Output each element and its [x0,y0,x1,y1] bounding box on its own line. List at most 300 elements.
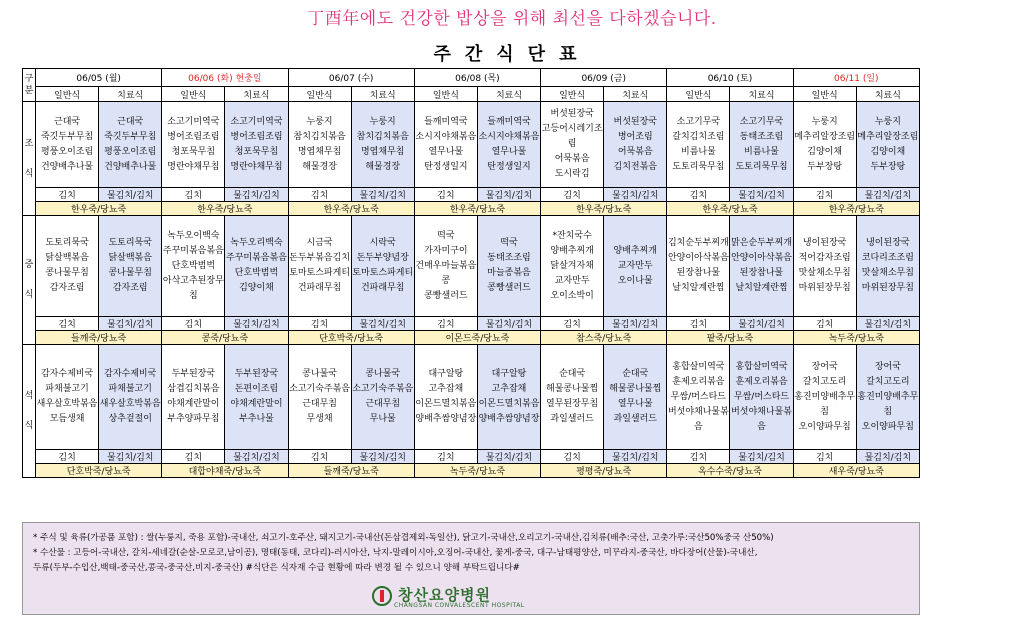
day-header: 06/06 (화) 현충일 [162,69,288,87]
day-header: 06/09 (금) [541,69,667,87]
diet-menu-cell [477,345,540,450]
dish-name: 파채불고기 [108,384,152,394]
kimchi-regular: 김치 [36,188,99,202]
diet-menu-cell [604,102,667,188]
kimchi-diet: 물김치/김치 [604,317,667,331]
dish-name: 양배추찌개 [550,245,594,256]
regular-menu-cell [414,345,477,450]
dish-name: 해물경장 [302,161,337,172]
dish-name: 닭살백볶음 [45,253,89,263]
dish-name: 두부된장국 [234,369,279,379]
dish-name: 들깨미역국 [424,116,468,127]
dish-name: 훈제오리볶음 [672,376,725,387]
dish-name: 홍합살미역국 [672,361,725,372]
diet-menu-cell [225,345,288,450]
dish-name: 병어조림 [617,131,653,142]
dish-name: 메추리알장조림 [794,131,856,142]
dish-name: 콩 [441,275,451,286]
hospital-logo [372,584,532,614]
kimchi-diet: 물김치/김치 [477,450,540,464]
dish-name: 돈두부양념장 [356,253,409,263]
dish-name: 명엽채무침 [297,146,342,157]
dish-name: 김치전볶음 [613,161,657,172]
porridge-cell: 한우죽/당뇨죽 [667,202,793,216]
dish-name: 대구알탕 [428,369,464,379]
dish-name: 냉이된장국 [802,238,847,248]
porridge-cell: 한우죽/당뇨죽 [541,202,667,216]
kimchi-regular: 김치 [414,317,477,331]
porridge-cell: 들깨죽/당뇨죽 [288,464,414,478]
kimchi-regular: 김치 [162,450,225,464]
diet-menu-cell [730,345,793,450]
regular-menu-cell [541,345,604,450]
porridge-cell: 한우죽/당뇨죽 [288,202,414,216]
kimchi-regular: 김치 [793,450,856,464]
dish-name: 소고기숙주볶음 [289,384,351,394]
kimchi-regular: 김치 [667,317,730,331]
dish-name: 평풍오이조림 [40,146,94,157]
porridge-cell: 한우죽/당뇨죽 [793,202,919,216]
page-title: 주간식단표 [433,44,591,65]
hospital-name-english: CHANGSAN CONVALESCENT HOSPITAL [394,602,525,609]
dish-name: 주꾸미볶음볶음 [162,245,224,256]
regular-type-label: 일반식 [541,87,604,102]
dish-name: 콩빵샐러드 [487,283,531,293]
porridge-row [23,464,920,478]
dish-name: 청포묵무침 [171,146,216,157]
dish-name: 동태조조림 [487,253,531,263]
dish-name: 누룽지 [369,116,396,127]
dish-name: 고추잡채 [428,384,464,394]
diet-menu-cell [225,216,288,317]
dish-name: 평풍오이조림 [104,146,157,157]
porridge-cell: 참스죽/당뇨죽 [541,331,667,345]
dish-name: 도시락김 [554,169,590,179]
dish-name: 장어국 [811,361,838,372]
dish-name: 순대국 [559,369,586,379]
diet-menu-cell [99,345,162,450]
dish-name: 두부된장국 [171,369,216,379]
diet-type-label: 치료식 [225,87,288,102]
kimchi-regular: 김치 [667,450,730,464]
dish-name: 무나물 [369,414,396,424]
dish-name: 도토리묵국 [108,238,152,248]
dish-name: 맛살채소무침 [861,268,914,278]
dish-name: 교자만두 [617,260,653,271]
kimchi-regular: 김치 [36,317,99,331]
dish-name: 콩나물무침 [45,268,89,278]
dish-name: 닭살백볶음 [108,253,152,263]
dish-name: 갈치김치조림 [672,131,725,142]
gubun-header [23,69,36,102]
porridge-cell: 단호박죽/당뇨죽 [36,464,162,478]
dish-name: 해물콩나물찜 [609,384,662,394]
meal-label-char: 식 [24,290,34,300]
dish-name: 부추나물 [239,414,274,424]
dish-name: 떡국 [437,230,455,241]
diet-menu-cell [351,345,414,450]
dish-name: 감자조림 [49,283,85,293]
dish-name: 양배추쌈양념장 [478,414,540,424]
dish-name: 두부장탕 [807,161,843,172]
dish-name: 누룽지 [874,116,901,127]
dish-name: 홍진미양배추무침 [794,391,856,417]
kimchi-diet: 물김치/김치 [856,450,919,464]
dish-name: 소시지야채볶음 [415,131,477,142]
dish-name: 과일샐러드 [613,414,657,424]
kimchi-diet: 물김치/김치 [351,450,414,464]
hospital-emblem-icon [372,586,392,606]
regular-type-label: 일반식 [162,87,225,102]
regular-menu-cell [793,216,856,317]
diet-menu-cell [604,216,667,317]
dish-name: 단호박범벅 [171,260,216,271]
diet-type-label: 치료식 [351,87,414,102]
dish-name: 도토리묵국 [45,238,89,248]
dish-name: 소고기무국 [676,116,721,127]
dish-name: 적어감자조림 [798,253,851,263]
dish-name: 고등어시레기조림 [541,124,603,149]
dish-name: 토마토스파게티 [289,268,351,278]
dish-name: 된장참나물 [739,268,784,278]
dish-name: 아삭고추된장무침 [162,275,224,301]
weekly-menu-table [22,68,920,478]
dish-name: 날치알계란찜 [672,283,725,293]
diet-type-label: 치료식 [856,87,919,102]
dish-name: 콩빵샐러드 [424,290,468,301]
dish-name: 소시지야채볶음 [478,131,540,142]
diet-menu-cell [99,102,162,188]
dish-name: 병어조림조림 [167,131,220,142]
dish-name: 장어국 [874,361,901,372]
dish-name: 홍진미양배추무침 [857,391,919,417]
dish-name: 양배추찌개 [613,245,657,256]
hospital-name: 창산요양병원 [398,586,491,604]
dish-name: 훈제오리볶음 [735,376,788,387]
kimchi-diet: 물김치/김치 [351,188,414,202]
dish-name: 콩나물국 [302,369,337,379]
dish-name: 오이나물 [617,275,653,286]
dish-name: 새우살호박볶음 [99,399,161,409]
regular-menu-cell [667,216,730,317]
dish-name: 청포묵무침 [234,146,279,157]
kimchi-regular: 김치 [541,188,604,202]
diet-menu-cell [856,216,919,317]
dish-name: 무쌈/머스타드 [670,391,726,402]
dish-name: 건양배추나물 [40,161,94,172]
dish-name: 닭살겨자채 [550,260,594,271]
dish-name: 양배추쌈양념장 [415,414,477,424]
dish-name: 명엽채무침 [360,146,405,157]
kimchi-diet: 물김치/김치 [99,450,162,464]
dish-name: 감자수제비국 [40,369,94,379]
diet-type-label: 치료식 [477,87,540,102]
meal-label [23,216,36,345]
dish-name: 버섯야채나물볶음 [731,406,792,432]
dish-name: 근대무침 [302,399,337,409]
dish-name: 시금국 [306,238,333,248]
porridge-cell: 녹두죽/당뇨죽 [793,331,919,345]
type-header-row [23,87,920,102]
dish-name: 누룽지 [306,116,333,127]
dish-name: 녹두오리백숙 [230,238,283,248]
dish-name: 모듬생채 [49,414,85,424]
kimchi-regular: 김치 [414,450,477,464]
diet-menu-cell [477,102,540,188]
dish-name: 건양배추나물 [104,161,157,172]
dish-name: 부추양파무침 [167,414,220,424]
meal-label [23,102,36,216]
meal-label [23,345,36,478]
regular-menu-cell [162,102,225,188]
regular-type-label: 일반식 [793,87,856,102]
dish-name: 버섯야채나물볶음 [667,406,729,432]
porridge-cell: 새우죽/당뇨죽 [793,464,919,478]
porridge-cell: 단호박죽/당뇨죽 [288,331,414,345]
dish-name: 건매우마늘볶음 [415,260,477,271]
dish-name: 날치알계란찜 [735,283,788,293]
regular-menu-cell [793,102,856,188]
meal-label-char: 중 [24,260,34,270]
dish-name: 비름나물 [681,146,716,157]
dish-name: 대구알탕 [491,369,527,379]
dish-name: 토마토스파게티 [352,268,414,278]
dish-name: 비름나물 [744,146,779,157]
dish-name: 해물콩나물찜 [546,384,599,394]
regular-menu-cell [793,345,856,450]
porridge-cell: 한우죽/당뇨죽 [36,202,162,216]
kimchi-diet: 물김치/김치 [477,188,540,202]
dish-name: 교자만두 [554,275,590,286]
regular-menu-cell [667,345,730,450]
dish-name: 과일샐러드 [550,414,594,424]
dish-name: 열무나물 [617,399,653,409]
dish-name: 김치순두부찌개 [667,238,729,248]
kimchi-regular: 김치 [288,450,351,464]
day-header: 06/08 (목) [414,69,540,87]
notes-line-2: * 수산물 : 고등어-국내산, 갈치-세네갈(순살-모로코,남이공), 명태(동태, 코다리)-러시아산, 낙지-말레이시아,오징어-국내산, 꽃게-중국, 대구-남태평양산, 미꾸라지-중국산, 바다장어(산물)-국내산, [33,548,758,558]
dish-name: 상추겉절이 [108,414,152,424]
dish-name: 이몬드멸치볶음 [415,399,477,409]
dish-name: 도토리묵무침 [672,161,725,172]
regular-menu-cell [414,102,477,188]
kimchi-regular: 김치 [541,317,604,331]
kimchi-regular: 김치 [288,317,351,331]
kimchi-regular: 김치 [541,450,604,464]
kimchi-regular: 김치 [162,188,225,202]
dish-name: 열무나물 [428,146,464,157]
dish-name: 참치김치볶음 [293,131,346,142]
kimchi-regular: 김치 [414,188,477,202]
dish-name: 열무나물 [491,146,527,157]
porridge-cell: 녹두죽/당뇨죽 [414,464,540,478]
dish-name: 근대국 [117,116,144,127]
dish-name: 소고기무국 [739,116,784,127]
dish-name: 순대국 [622,369,649,379]
diet-type-label: 치료식 [730,87,793,102]
day-header: 06/11 (일) [793,69,919,87]
diet-menu-cell [856,345,919,450]
dish-name: 두부장탕 [870,161,906,172]
diet-type-label: 치료식 [604,87,667,102]
dish-name: 가자미구이 [424,245,468,256]
regular-type-label: 일반식 [667,87,730,102]
meal-label-char: 식 [24,421,34,431]
dish-name: 죽깃두부무침 [104,131,157,142]
day-header: 06/05 (월) [36,69,162,87]
dish-name: 근대무침 [365,399,401,409]
dish-name: 참치김치볶음 [356,131,409,142]
dish-name: 마위된장무침 [861,283,914,293]
diet-menu-cell [730,102,793,188]
dish-name: 건파래무침 [360,283,405,293]
porridge-cell: 한우죽/당뇨죽 [162,202,288,216]
meal-label-char: 식 [24,168,34,179]
dish-name: 명란야채무침 [230,161,283,172]
dish-name: 갈치고도리 [802,376,847,387]
dish-name: 누룽지 [811,116,838,127]
regular-menu-cell [288,345,351,450]
porridge-cell: 대합야채죽/당뇨죽 [162,464,288,478]
kimchi-diet: 물김치/김치 [99,188,162,202]
dish-name: 어묵볶음 [617,146,653,157]
day-header: 06/10 (토) [667,69,793,87]
diet-menu-cell [351,102,414,188]
regular-type-label: 일반식 [288,87,351,102]
kimchi-diet: 물김치/김치 [730,188,793,202]
diet-menu-cell [225,102,288,188]
regular-type-label: 일반식 [414,87,477,102]
dish-name: 병어조림조림 [230,131,283,142]
regular-menu-cell [162,345,225,450]
porridge-cell: 한우죽/당뇨죽 [414,202,540,216]
meal-label-char: 석 [24,391,34,401]
dish-name: 콩나물국 [365,369,401,379]
kimchi-row [23,450,920,464]
meal-row [23,345,920,450]
diet-menu-cell [477,216,540,317]
kimchi-regular: 김치 [288,188,351,202]
meal-row [23,102,920,188]
meal-label-char: 조 [24,138,34,149]
kimchi-diet: 물김치/김치 [225,450,288,464]
kimchi-diet: 물김치/김치 [477,317,540,331]
porridge-row [23,331,920,345]
dish-name: 무생채 [306,414,333,424]
kimchi-diet: 물김치/김치 [856,188,919,202]
regular-menu-cell [541,216,604,317]
porridge-row [23,202,920,216]
regular-menu-cell [414,216,477,317]
kimchi-diet: 물김치/김치 [351,317,414,331]
dish-name: 소고기미역국 [167,116,220,127]
dish-name: 버섯된장국 [550,109,594,119]
notes-line-3: 두류(두부-수입산,백태-중국산,콩국-중국산,비지-중국산) #식단은 식자재 수급 현황에 따라 변경 될 수 있으니 양해 부탁드립니다# [33,563,520,573]
dish-name: 홍합살미역국 [735,361,788,372]
meal-row [23,216,920,317]
kimchi-regular: 김치 [36,450,99,464]
dish-name: 김양이채 [807,146,843,157]
dish-name: 들깨미역국 [487,116,531,127]
dish-name: 감자수제비국 [104,369,157,379]
dish-name: 명란야채무침 [167,161,220,172]
regular-menu-cell [36,102,99,188]
dish-name: 마늘종볶음 [487,268,531,278]
kimchi-regular: 김치 [162,317,225,331]
dish-name: 냉이된장국 [866,238,910,248]
dish-name: 안양이아삭볶음 [731,253,792,263]
dish-name: 어묵볶음 [554,154,590,164]
dish-name: 도토리묵무침 [735,161,788,172]
dish-name: 열무된장무침 [546,399,599,409]
dish-name: 죽깃두부무침 [40,131,94,142]
kimchi-regular: 김치 [793,188,856,202]
diet-menu-cell [856,102,919,188]
dish-name: 소고기숙주볶음 [352,384,414,394]
dish-name: 안양이아삭볶음 [667,253,729,263]
porridge-cell: 콩죽/당뇨죽 [162,331,288,345]
kimchi-diet: 물김치/김치 [225,188,288,202]
regular-menu-cell [667,102,730,188]
dish-name: *잔치국수 [552,230,592,241]
porridge-cell: 들깨죽/당뇨죽 [36,331,162,345]
dish-name: 탄정생일지 [487,161,531,172]
regular-menu-cell [162,216,225,317]
diet-menu-cell [351,216,414,317]
porridge-cell: 이몬드죽/당뇨죽 [414,331,540,345]
kimchi-diet: 물김치/김치 [604,188,667,202]
dish-name: 오이양파무침 [861,421,914,432]
diet-menu-cell [604,345,667,450]
kimchi-row [23,317,920,331]
day-header: 06/07 (수) [288,69,414,87]
kimchi-diet: 물김치/김치 [225,317,288,331]
kimchi-diet: 물김치/김치 [730,317,793,331]
porridge-cell: 팥죽/당뇨죽 [667,331,793,345]
dish-name: 돈두부볶음김치 [289,253,351,263]
dish-name: 동태조조림 [739,131,784,142]
date-header-row [23,69,920,87]
dish-name: 주꾸미볶음볶음 [226,253,287,263]
banner-text: 丁酉年에도 건강한 밥상을 위해 최선을 다하겠습니다. [307,9,717,29]
dish-name: 이몬드멸치볶음 [478,399,540,409]
dish-name: 야채계란말이 [230,399,283,409]
diet-menu-cell [730,216,793,317]
regular-menu-cell [288,216,351,317]
dish-name: 갈치고도리 [866,376,910,387]
dish-name: 고추잡채 [491,384,527,394]
notes-line-1: * 주식 및 육류(가공품 포함) : 쌀(누룽지, 죽용 포함)-국내산, 쇠고기-호주산, 돼지고기-국내산(돈삼겹제외-독일산), 닭고기-국내산,오리고기-국내산,김치류(배추:국산, 고춧가루:국산50%중국 산50%) [33,533,774,543]
dish-name: 김양이채 [870,146,906,157]
dish-name: 맑은순두부찌개 [731,238,792,248]
dish-name: 메추리알장조림 [857,131,919,142]
dish-name: 감자조림 [112,283,148,293]
gubun-char: 분 [24,86,34,96]
dish-name: 오이소박이 [550,290,594,301]
dish-name: 버섯된장국 [613,116,657,127]
dish-name: 맛살채소무침 [798,268,851,278]
dish-name: 삼겹김치볶음 [167,384,220,394]
dish-name: 돈편이조림 [234,384,279,394]
dish-name: 오이양파무침 [798,421,851,432]
dish-name: 된장참나물 [676,268,721,278]
dish-name: 소고기미역국 [230,116,283,127]
regular-menu-cell [36,216,99,317]
diet-menu-cell [99,216,162,317]
dish-name: 단호박범벅 [234,268,279,278]
regular-menu-cell [36,345,99,450]
porridge-cell: 옥수수죽/당뇨죽 [667,464,793,478]
